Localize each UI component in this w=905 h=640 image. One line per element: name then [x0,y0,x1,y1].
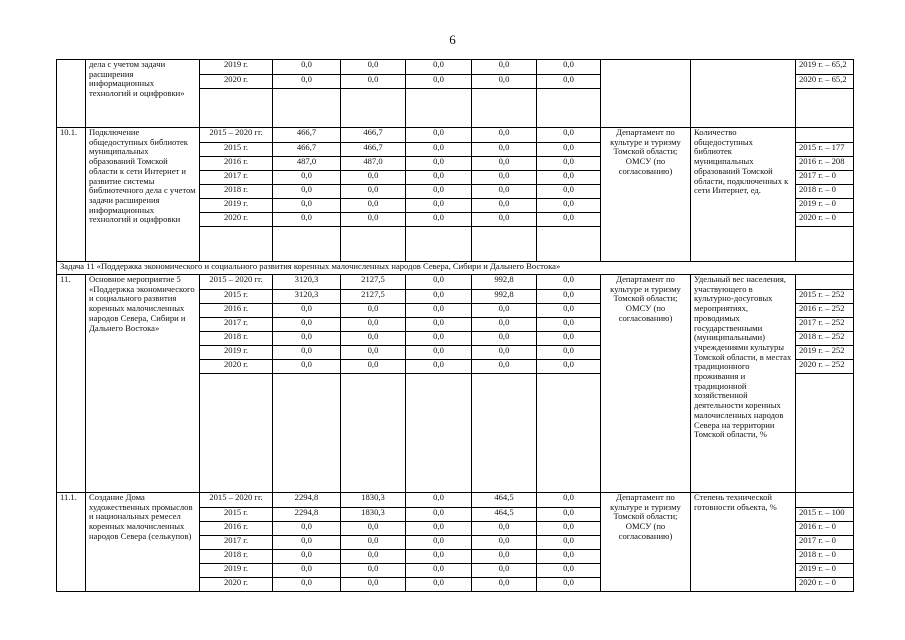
amount-cell: 0,0 [472,75,537,89]
indicator-value: 2019 г. – 65,2 [796,60,854,75]
amount-cell: 0,0 [537,157,601,171]
amount-cell: 0,0 [472,346,537,360]
empty-cell [796,89,854,128]
amount-cell: 0,0 [472,318,537,332]
amount-cell: 0,0 [406,522,472,536]
measure-number: 10.1. [57,128,86,262]
amount-cell: 0,0 [472,550,537,564]
executor-cell [601,60,691,128]
amount-cell: 0,0 [273,185,341,199]
amount-cell: 0,0 [273,332,341,346]
amount-cell: 0,0 [537,318,601,332]
indicator-name: Удельный вес населения, участвующего в культурно-досуговых мероприятиях, проводимых государственными (муниципальными) учреждениями культуры Томской области, в местах традиционного проживания и традиционной хозяйственной деятельности коренных малочисленных народов Севера на территории Томской области, % [691,275,796,493]
empty-cell [472,227,537,262]
amount-cell: 466,7 [273,128,341,143]
amount-cell: 0,0 [341,332,406,346]
amount-cell: 0,0 [472,128,537,143]
amount-cell: 1830,3 [341,508,406,522]
indicator-value: 2017 г. – 0 [796,171,854,185]
amount-cell: 2294,8 [273,508,341,522]
amount-cell: 0,0 [406,199,472,213]
indicator-value: 2019 г. – 0 [796,199,854,213]
amount-cell: 0,0 [273,171,341,185]
amount-cell: 0,0 [472,143,537,157]
amount-cell: 0,0 [537,508,601,522]
indicator-value: 2018 г. – 252 [796,332,854,346]
amount-cell: 0,0 [273,60,341,75]
amount-cell: 466,7 [341,143,406,157]
amount-cell: 0,0 [537,578,601,592]
empty-cell [472,89,537,128]
amount-cell: 2127,5 [341,275,406,290]
amount-cell: 0,0 [273,522,341,536]
amount-cell: 0,0 [406,60,472,75]
period-cell: 2017 г. [200,536,273,550]
amount-cell: 0,0 [406,213,472,227]
period-cell: 2019 г. [200,60,273,75]
amount-cell: 0,0 [537,171,601,185]
period-cell: 2020 г. [200,213,273,227]
indicator-value: 2016 г. – 0 [796,522,854,536]
period-cell: 2020 г. [200,578,273,592]
measure-name: дела с учетом задачи расширения информационных технологий и оцифровки» [86,60,200,128]
empty-cell [472,374,537,493]
amount-cell: 466,7 [273,143,341,157]
empty-cell [273,89,341,128]
empty-cell [796,374,854,493]
amount-cell: 3120,3 [273,275,341,290]
table-row [57,128,854,143]
period-cell: 2017 г. [200,171,273,185]
amount-cell: 0,0 [537,143,601,157]
table-row [57,493,854,508]
amount-cell: 464,5 [472,493,537,508]
amount-cell: 0,0 [406,171,472,185]
amount-cell: 0,0 [537,185,601,199]
empty-cell [406,89,472,128]
indicator-value: 2020 г. – 65,2 [796,75,854,89]
period-cell: 2018 г. [200,550,273,564]
amount-cell: 2294,8 [273,493,341,508]
indicator-value: 2016 г. – 208 [796,157,854,171]
indicator-name: Количество общедоступных библиотек муниципальных образований Томской области, подключенных к сети Интернет, ед. [691,128,796,262]
amount-cell: 0,0 [406,360,472,374]
amount-cell: 0,0 [537,550,601,564]
empty-cell [537,89,601,128]
empty-cell [341,374,406,493]
amount-cell: 0,0 [406,318,472,332]
task-heading: Задача 11 «Поддержка экономического и социального развития коренных малочисленных народов Севера, Сибири и Дальнего Востока» [57,262,854,275]
indicator-value [796,493,854,508]
amount-cell: 0,0 [537,346,601,360]
amount-cell: 0,0 [341,360,406,374]
amount-cell: 0,0 [537,522,601,536]
measure-name: Основное мероприятие 5 «Поддержка экономического и социального развития коренных малочисленных народов Севера, Сибири и Дальнего Востока» [86,275,200,493]
executor-cell: Департамент по культуре и туризму Томской области; ОМСУ (по согласованию) [601,275,691,493]
indicator-value: 2020 г. – 0 [796,578,854,592]
amount-cell: 0,0 [406,493,472,508]
empty-cell [200,227,273,262]
amount-cell: 487,0 [341,157,406,171]
empty-cell [537,227,601,262]
amount-cell: 0,0 [341,60,406,75]
amount-cell: 0,0 [406,290,472,304]
period-cell: 2018 г. [200,332,273,346]
amount-cell: 464,5 [472,508,537,522]
amount-cell: 0,0 [341,578,406,592]
amount-cell: 0,0 [472,536,537,550]
amount-cell: 0,0 [406,536,472,550]
amount-cell: 0,0 [341,213,406,227]
empty-cell [273,227,341,262]
amount-cell: 0,0 [472,578,537,592]
amount-cell: 466,7 [341,128,406,143]
amount-cell: 0,0 [472,199,537,213]
indicator-value: 2015 г. – 252 [796,290,854,304]
amount-cell: 3120,3 [273,290,341,304]
empty-cell [341,89,406,128]
amount-cell: 0,0 [406,346,472,360]
amount-cell: 992,8 [472,290,537,304]
amount-cell: 0,0 [472,522,537,536]
amount-cell: 0,0 [472,360,537,374]
amount-cell: 0,0 [273,564,341,578]
amount-cell: 0,0 [537,199,601,213]
period-cell: 2015 г. [200,508,273,522]
indicator-value: 2019 г. – 252 [796,346,854,360]
amount-cell: 0,0 [406,564,472,578]
empty-cell [341,227,406,262]
amount-cell: 0,0 [537,128,601,143]
amount-cell: 0,0 [406,508,472,522]
indicator-value: 2020 г. – 252 [796,360,854,374]
amount-cell: 0,0 [472,304,537,318]
empty-cell [273,374,341,493]
indicator-value: 2017 г. – 252 [796,318,854,332]
amount-cell: 0,0 [472,157,537,171]
amount-cell: 0,0 [273,213,341,227]
amount-cell: 0,0 [273,199,341,213]
empty-cell [200,374,273,493]
page-number: 6 [449,32,456,47]
period-cell: 2019 г. [200,564,273,578]
indicator-value: 2016 г. – 252 [796,304,854,318]
amount-cell: 0,0 [341,536,406,550]
program-table [56,59,854,592]
empty-cell [200,89,273,128]
amount-cell: 992,8 [472,275,537,290]
indicator-value: 2019 г. – 0 [796,564,854,578]
measure-number: 11. [57,275,86,493]
amount-cell: 0,0 [341,346,406,360]
period-cell: 2020 г. [200,75,273,89]
amount-cell: 1830,3 [341,493,406,508]
amount-cell: 0,0 [341,550,406,564]
amount-cell: 0,0 [537,360,601,374]
indicator-value [796,128,854,143]
amount-cell: 0,0 [406,304,472,318]
amount-cell: 0,0 [341,522,406,536]
amount-cell: 2127,5 [341,290,406,304]
amount-cell: 0,0 [406,578,472,592]
period-cell: 2015 – 2020 гг. [200,128,273,143]
amount-cell: 0,0 [273,536,341,550]
amount-cell: 0,0 [406,75,472,89]
amount-cell: 0,0 [406,185,472,199]
measure-name: Подключение общедоступных библиотек муниципальных образований Томской области к сети Интернет и развитие системы библиотечного дела с учетом задачи расширения информационных технологий и оцифровки [86,128,200,262]
period-cell: 2016 г. [200,304,273,318]
amount-cell: 0,0 [273,304,341,318]
task-row [57,262,854,275]
amount-cell: 0,0 [273,346,341,360]
period-cell: 2019 г. [200,346,273,360]
indicator-value [796,275,854,290]
amount-cell: 0,0 [472,213,537,227]
amount-cell: 0,0 [273,360,341,374]
indicator-value: 2018 г. – 0 [796,185,854,199]
amount-cell: 0,0 [406,550,472,564]
period-cell: 2015 г. [200,143,273,157]
indicator-value: 2020 г. – 0 [796,213,854,227]
amount-cell: 0,0 [341,171,406,185]
amount-cell: 0,0 [341,304,406,318]
amount-cell: 0,0 [537,332,601,346]
amount-cell: 0,0 [406,332,472,346]
amount-cell: 0,0 [341,318,406,332]
amount-cell: 0,0 [537,536,601,550]
amount-cell: 0,0 [537,290,601,304]
amount-cell: 0,0 [537,275,601,290]
indicator-value: 2015 г. – 177 [796,143,854,157]
amount-cell: 0,0 [273,75,341,89]
amount-cell: 0,0 [341,199,406,213]
indicator-name: Степень технической готовности объекта, % [691,493,796,592]
amount-cell: 0,0 [537,304,601,318]
indicator-value: 2015 г. – 100 [796,508,854,522]
empty-cell [537,374,601,493]
amount-cell: 0,0 [341,75,406,89]
measure-number: 11.1. [57,493,86,592]
amount-cell: 0,0 [537,213,601,227]
empty-cell [406,374,472,493]
number-cell [57,60,86,128]
amount-cell: 0,0 [341,185,406,199]
amount-cell: 0,0 [537,75,601,89]
amount-cell: 0,0 [406,157,472,171]
amount-cell: 0,0 [406,143,472,157]
executor-cell: Департамент по культуре и туризму Томской области; ОМСУ (по согласованию) [601,128,691,262]
amount-cell: 0,0 [406,275,472,290]
empty-cell [796,227,854,262]
indicator-name [691,60,796,128]
table-body [57,60,854,592]
period-cell: 2018 г. [200,185,273,199]
indicator-value: 2018 г. – 0 [796,550,854,564]
executor-cell: Департамент по культуре и туризму Томской области; ОМСУ (по согласованию) [601,493,691,592]
amount-cell: 0,0 [537,60,601,75]
table-row [57,60,854,75]
empty-cell [406,227,472,262]
amount-cell: 487,0 [273,157,341,171]
amount-cell: 0,0 [273,318,341,332]
amount-cell: 0,0 [472,564,537,578]
amount-cell: 0,0 [341,564,406,578]
amount-cell: 0,0 [472,185,537,199]
amount-cell: 0,0 [472,171,537,185]
period-cell: 2020 г. [200,360,273,374]
measure-name: Создание Дома художественных промыслов и национальных ремесел коренных малочисленных народов Севера (селькупов) [86,493,200,592]
amount-cell: 0,0 [537,564,601,578]
amount-cell: 0,0 [273,550,341,564]
indicator-value: 2017 г. – 0 [796,536,854,550]
amount-cell: 0,0 [406,128,472,143]
period-cell: 2019 г. [200,199,273,213]
period-cell: 2015 – 2020 гг. [200,493,273,508]
table-row [57,275,854,290]
period-cell: 2015 – 2020 гг. [200,275,273,290]
period-cell: 2015 г. [200,290,273,304]
amount-cell: 0,0 [537,493,601,508]
amount-cell: 0,0 [472,332,537,346]
period-cell: 2017 г. [200,318,273,332]
period-cell: 2016 г. [200,157,273,171]
period-cell: 2016 г. [200,522,273,536]
amount-cell: 0,0 [273,578,341,592]
amount-cell: 0,0 [472,60,537,75]
